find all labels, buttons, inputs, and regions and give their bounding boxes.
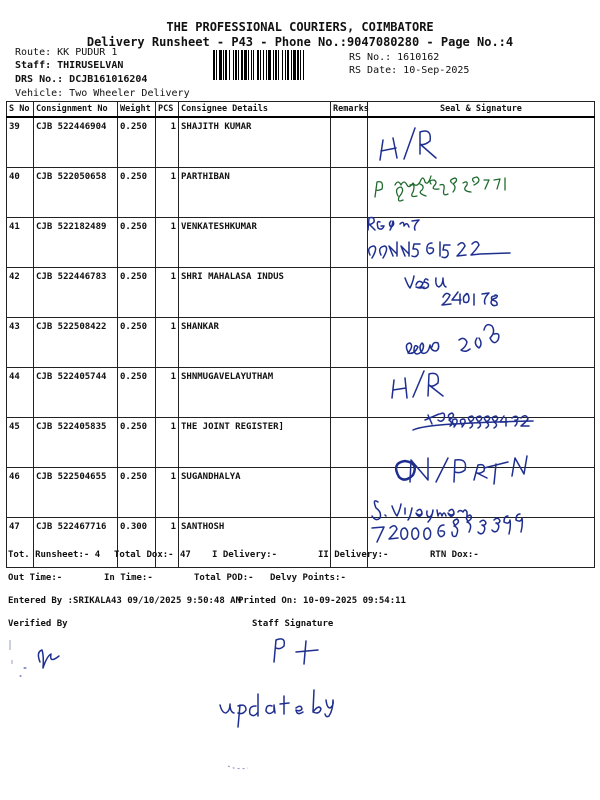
col-sno: S No <box>7 102 34 118</box>
col-consignee: Consignee Details <box>179 102 331 118</box>
faint-marks <box>10 640 248 769</box>
rs-number: RS No.: 1610162 <box>349 52 440 63</box>
remarks-cell <box>331 268 368 318</box>
barcode-bar <box>251 50 252 80</box>
barcode-bar <box>241 50 243 80</box>
weight-cell: 0.250 <box>118 268 156 318</box>
col-weight: Weight <box>118 102 156 118</box>
seal-signature-cell <box>368 218 595 268</box>
weight-cell: 0.250 <box>118 318 156 368</box>
entered-by: Entered By :SRIKALA43 09/10/2025 9:50:48 AM <box>8 596 241 606</box>
pcs-cell: 1 <box>156 418 179 468</box>
consignee-name: THE JOINT REGISTER] <box>179 418 331 468</box>
total-dox-value: 47 <box>180 550 191 560</box>
remarks-cell <box>331 518 368 568</box>
staff-signature-mark <box>274 639 318 664</box>
pcs-cell: 1 <box>156 318 179 368</box>
sno-cell: 47 <box>7 518 34 568</box>
weight-cell: 0.250 <box>118 117 156 168</box>
table-row <box>7 318 595 368</box>
pcs-cell: 1 <box>156 218 179 268</box>
table-row <box>7 218 595 268</box>
remarks-cell <box>331 418 368 468</box>
barcode-bar <box>248 50 249 80</box>
total-dox-label: Total Dox:- <box>114 550 174 560</box>
barcode-bar <box>303 50 304 80</box>
vehicle-label: Vehicle: Two Wheeler Delivery <box>15 88 190 99</box>
table-row <box>7 368 595 418</box>
barcode-bar <box>287 50 289 80</box>
barcode-bar <box>297 50 299 80</box>
barcode-bar <box>266 50 267 80</box>
table-row <box>7 117 595 168</box>
consignee-name: SHANKAR <box>179 318 331 368</box>
in-time: In Time:- <box>104 573 153 583</box>
sno-cell: 45 <box>7 418 34 468</box>
barcode-bar <box>257 50 259 80</box>
staff-label: Staff: THIRUSELVAN <box>15 60 124 71</box>
barcode-bar <box>273 50 274 80</box>
consignment-number: CJB 522508422 <box>34 318 118 368</box>
consignee-name: VENKATESHKUMAR <box>179 218 331 268</box>
seal-signature-cell <box>368 368 595 418</box>
col-pcs: PCS <box>156 102 179 118</box>
barcode-bar <box>216 50 217 80</box>
consignment-number: CJB 522182489 <box>34 218 118 268</box>
drs-number: DRS No.: DCJB161016204 <box>15 74 148 85</box>
runsheet-title: Delivery Runsheet - P43 - Phone No.:9047080280 - Page No.:4 <box>86 35 514 49</box>
pcs-cell: 1 <box>156 518 179 568</box>
rtn-dox: RTN Dox:- <box>430 550 479 560</box>
pcs-cell: 1 <box>156 368 179 418</box>
remarks-cell <box>331 117 368 168</box>
weight-cell: 0.250 <box>118 468 156 518</box>
weight-cell: 0.300 <box>118 518 156 568</box>
consignee-name: SANTHOSH <box>179 518 331 568</box>
col-remarks: Remarks <box>331 102 368 118</box>
weight-cell: 0.250 <box>118 218 156 268</box>
barcode-bar <box>253 50 254 80</box>
consignment-number: CJB 522405744 <box>34 368 118 418</box>
seal-signature-cell <box>368 418 595 468</box>
table-row <box>7 518 595 568</box>
table-row <box>7 268 595 318</box>
pcs-cell: 1 <box>156 168 179 218</box>
barcode-bar <box>263 50 264 80</box>
barcode-bar <box>219 50 222 80</box>
barcode-bar <box>268 50 271 80</box>
rs-date: RS Date: 10-Sep-2025 <box>349 65 470 76</box>
table-row <box>7 418 595 468</box>
table-row <box>7 168 595 218</box>
pcs-cell: 1 <box>156 468 179 518</box>
out-time: Out Time:- <box>8 573 63 583</box>
weight-cell: 0.250 <box>118 368 156 418</box>
barcode-bar <box>291 50 292 80</box>
table-row <box>7 468 595 518</box>
barcode-bar <box>300 50 301 80</box>
pcs-cell: 1 <box>156 117 179 168</box>
delivery-points: Delvy Points:- <box>270 573 346 583</box>
sno-cell: 44 <box>7 368 34 418</box>
consignee-name: SHNMUGAVELAYUTHAM <box>179 368 331 418</box>
consignee-name: SUGANDHALYA <box>179 468 331 518</box>
company-title: THE PROFESSIONAL COURIERS, COIMBATORE <box>166 20 434 34</box>
barcode-bar <box>275 50 277 80</box>
sno-cell: 46 <box>7 468 34 518</box>
seal-signature-cell <box>368 117 595 168</box>
runsheet-table <box>6 101 595 568</box>
remarks-cell <box>331 468 368 518</box>
remarks-cell <box>331 168 368 218</box>
barcode-bar <box>282 50 283 80</box>
sno-cell: 43 <box>7 318 34 368</box>
consignment-number: CJB 522446783 <box>34 268 118 318</box>
consignment-number: CJB 522446904 <box>34 117 118 168</box>
barcode-bar <box>233 50 234 80</box>
table-header-row <box>7 102 595 118</box>
update-by-handwriting <box>220 690 333 727</box>
consignee-name: PARTHIBAN <box>179 168 331 218</box>
barcode-bar <box>213 50 215 80</box>
consignment-number: CJB 522050658 <box>34 168 118 218</box>
consignee-name: SHAJITH KUMAR <box>179 117 331 168</box>
sno-cell: 41 <box>7 218 34 268</box>
seal-signature-cell <box>368 318 595 368</box>
barcode-bar <box>244 50 247 80</box>
col-seal-signature: Seal & Signature <box>368 102 595 118</box>
sno-cell: 40 <box>7 168 34 218</box>
printed-on: Printed On: 10-09-2025 09:54:11 <box>238 596 406 606</box>
pcs-cell: 1 <box>156 268 179 318</box>
verified-by-signature <box>20 650 59 676</box>
weight-cell: 0.250 <box>118 168 156 218</box>
consignment-number: CJB 522405835 <box>34 418 118 468</box>
seal-signature-cell <box>368 468 595 518</box>
sno-cell: 42 <box>7 268 34 318</box>
staff-signature-label: Staff Signature <box>252 619 334 629</box>
remarks-cell <box>331 218 368 268</box>
i-delivery: I Delivery:- <box>212 550 278 560</box>
consignee-name: SHRI MAHALASA INDUS <box>179 268 331 318</box>
barcode-bar <box>229 50 230 80</box>
barcode-bar <box>260 50 261 80</box>
remarks-cell <box>331 368 368 418</box>
barcode-bar <box>293 50 296 80</box>
route-label: Route: KK PUDUR 1 <box>15 47 118 58</box>
barcode-bar <box>238 50 239 80</box>
remarks-cell <box>331 318 368 368</box>
barcode-bar <box>235 50 237 80</box>
ii-delivery: II Delivery:- <box>318 550 389 560</box>
total-runsheet: Tot. Runsheet:- 4 <box>8 550 101 560</box>
sno-cell: 39 <box>7 117 34 168</box>
weight-cell: 0.250 <box>118 418 156 468</box>
seal-signature-cell <box>368 168 595 218</box>
total-pod: Total POD:- <box>194 573 254 583</box>
consignment-number: CJB 522504655 <box>34 468 118 518</box>
barcode-bar <box>223 50 224 80</box>
seal-signature-cell <box>368 518 595 568</box>
barcode-bar <box>225 50 227 80</box>
col-consignment: Consignment No <box>34 102 118 118</box>
verified-by-label: Verified By <box>8 619 68 629</box>
barcode-bar <box>285 50 286 80</box>
seal-signature-cell <box>368 268 595 318</box>
barcode-bar <box>278 50 279 80</box>
barcode-image <box>213 50 345 80</box>
consignment-number: CJB 522467716 <box>34 518 118 568</box>
